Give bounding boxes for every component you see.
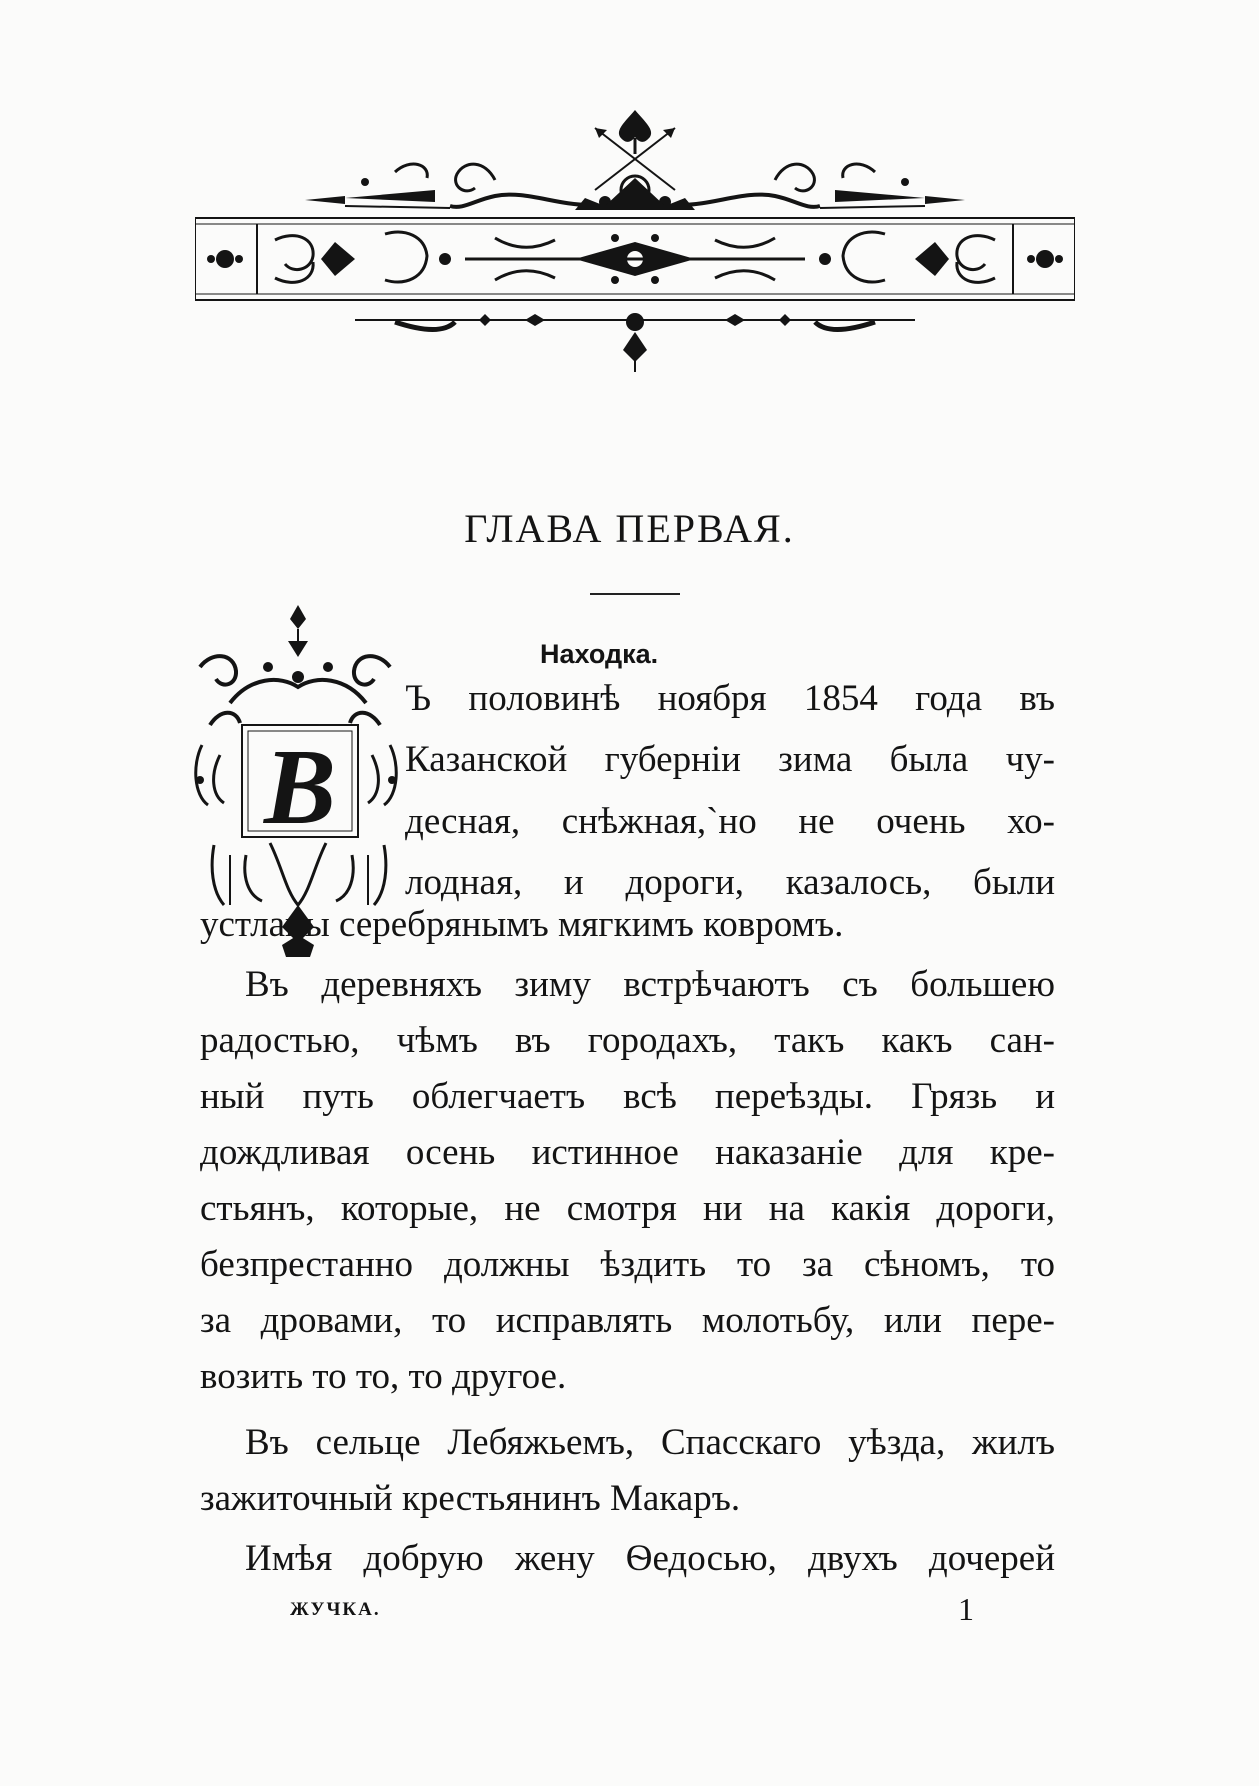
text-line: Имѣя добрую жену Ѳедосью, двухъ дочерей [245,1538,1055,1579]
text-line: устланы серебрянымъ мягкимъ ковромъ. [200,904,844,945]
text-line: Ъ половинѣ ноября 1854 года въ [405,678,1055,719]
page-number: 1 [958,1591,974,1627]
section-title: Находка. [540,639,659,669]
text-line: радостью, чѣмъ въ городахъ, такъ какъ сан- [200,1020,1055,1061]
text-line: зажиточный крестьянинъ Макаръ. [200,1478,741,1519]
text-line: ный путь облегчаетъ всѣ переѣзды. Грязь и [200,1076,1055,1117]
ornamental-headpiece [195,110,1075,420]
text-line: Казанской губерніи зима была чу- [405,739,1055,780]
text-line: Въ деревняхъ зиму встрѣчаютъ съ большею [245,964,1055,1005]
text-line: дождливая осень истинное наказаніе для кре- [200,1132,1055,1173]
text-line: лодная, и дороги, казалось, были [405,862,1055,903]
text-line: за дровами, то исправлять молотьбу, или пере- [200,1300,1055,1341]
text-line: стьянъ, которые, не смотря ни на какія дороги, [200,1188,1055,1229]
text-line: десная, снѣжная,`но не очень хо- [405,801,1055,842]
title-divider [590,593,680,595]
drop-cap-letter: В [263,728,337,847]
running-title: ЖУЧКА. [290,1599,381,1620]
chapter-title: ГЛАВА ПЕРВАЯ. [464,506,795,551]
text-line: возить то то, то другое. [200,1356,567,1397]
text-line: безпрестанно должны ѣздить то за сѣномъ, то [200,1244,1055,1285]
text-line: Въ сельце Лебяжьемъ, Спасскаго уѣзда, жилъ [245,1422,1055,1463]
